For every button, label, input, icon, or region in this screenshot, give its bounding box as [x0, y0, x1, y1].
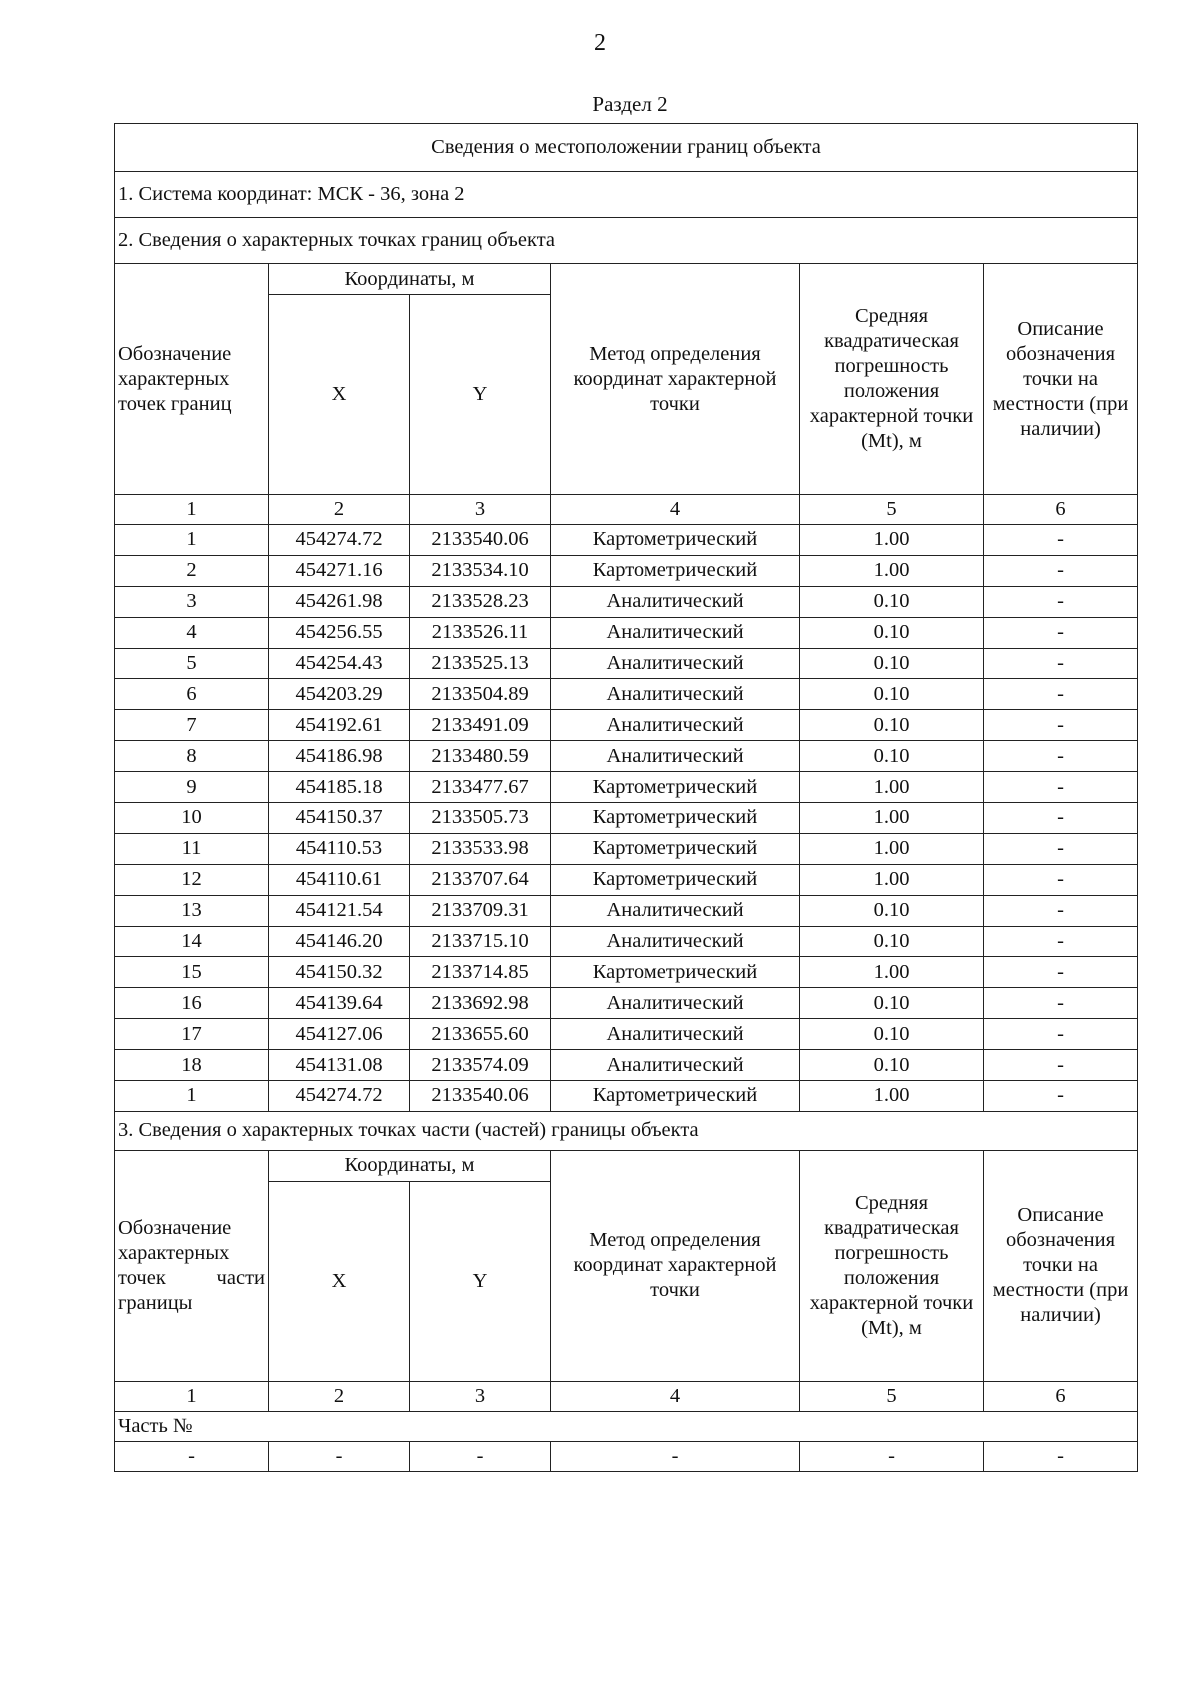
coord-x: 454274.72 — [269, 1081, 410, 1112]
description: - — [984, 679, 1138, 710]
description: - — [984, 988, 1138, 1019]
column-number: 4 — [551, 495, 800, 525]
part-cell: - — [984, 1441, 1138, 1471]
coord-y: 2133505.73 — [410, 803, 551, 834]
table-row — [115, 957, 1138, 988]
description: - — [984, 833, 1138, 864]
coord-y: 2133707.64 — [410, 864, 551, 895]
coord-x: 454185.18 — [269, 772, 410, 803]
header-x: X — [269, 295, 410, 495]
description: - — [984, 648, 1138, 679]
error-mt: 1.00 — [800, 957, 984, 988]
coord-x: 454110.53 — [269, 833, 410, 864]
error-mt: 0.10 — [800, 679, 984, 710]
method: Аналитический — [551, 741, 800, 772]
column-number: 1 — [115, 1381, 269, 1411]
method: Аналитический — [551, 926, 800, 957]
point-number: 3 — [115, 586, 269, 617]
error-mt: 1.00 — [800, 803, 984, 834]
method: Картометрический — [551, 772, 800, 803]
point-number: 11 — [115, 833, 269, 864]
method: Картометрический — [551, 525, 800, 556]
header-part-point-designation — [115, 1150, 269, 1381]
part-data-row — [115, 1441, 1138, 1471]
method: Аналитический — [551, 1019, 800, 1050]
error-mt: 1.00 — [800, 525, 984, 556]
coord-y: 2133528.23 — [410, 586, 551, 617]
coord-x: 454146.20 — [269, 926, 410, 957]
point-number: 15 — [115, 957, 269, 988]
coord-y: 2133480.59 — [410, 741, 551, 772]
part-label: Часть № — [115, 1411, 1138, 1441]
coord-x: 454127.06 — [269, 1019, 410, 1050]
table-row — [115, 1081, 1138, 1112]
point-number: 6 — [115, 679, 269, 710]
coord-x: 454271.16 — [269, 555, 410, 586]
method: Аналитический — [551, 988, 800, 1019]
method: Картометрический — [551, 1081, 800, 1112]
point-number: 12 — [115, 864, 269, 895]
part-cell: - — [800, 1441, 984, 1471]
table-row — [115, 864, 1138, 895]
table-row — [115, 648, 1138, 679]
description: - — [984, 926, 1138, 957]
coord-x: 454110.61 — [269, 864, 410, 895]
column-number: 4 — [551, 1381, 800, 1411]
column-number: 5 — [800, 495, 984, 525]
error-mt: 1.00 — [800, 555, 984, 586]
coord-y: 2133534.10 — [410, 555, 551, 586]
header-part-point-line: точек части — [118, 1266, 265, 1289]
description: - — [984, 710, 1138, 741]
coord-y: 2133540.06 — [410, 1081, 551, 1112]
section-title: Раздел 2 — [592, 92, 668, 116]
error-mt: 0.10 — [800, 710, 984, 741]
description: - — [984, 586, 1138, 617]
error-mt: 0.10 — [800, 1050, 984, 1081]
part-cell: - — [410, 1441, 551, 1471]
coord-x: 454121.54 — [269, 895, 410, 926]
method: Аналитический — [551, 710, 800, 741]
point-number: 7 — [115, 710, 269, 741]
header-error: Средняя квадратическая погрешность положения характерной точки (Mt), м — [800, 264, 984, 495]
coord-x: 454256.55 — [269, 617, 410, 648]
column-number: 1 — [115, 495, 269, 525]
description: - — [984, 1019, 1138, 1050]
coord-y: 2133525.13 — [410, 648, 551, 679]
column-number: 5 — [800, 1381, 984, 1411]
error-mt: 1.00 — [800, 864, 984, 895]
header-method: Метод определения координат характерной точки — [551, 264, 800, 495]
part-cell: - — [551, 1441, 800, 1471]
point-number: 16 — [115, 988, 269, 1019]
point-number: 18 — [115, 1050, 269, 1081]
coord-y: 2133709.31 — [410, 895, 551, 926]
column-number: 2 — [269, 495, 410, 525]
coord-y: 2133655.60 — [410, 1019, 551, 1050]
table-row — [115, 525, 1138, 556]
error-mt: 0.10 — [800, 926, 984, 957]
point-number: 1 — [115, 1081, 269, 1112]
coord-x: 454192.61 — [269, 710, 410, 741]
column-number: 6 — [984, 495, 1138, 525]
table-row — [115, 586, 1138, 617]
point-number: 5 — [115, 648, 269, 679]
method: Аналитический — [551, 895, 800, 926]
coord-y: 2133714.85 — [410, 957, 551, 988]
section1-title: 2. Сведения о характерных точках границ объекта — [115, 218, 1138, 264]
column-number-row — [115, 1381, 1138, 1411]
point-number: 10 — [115, 803, 269, 834]
method: Картометрический — [551, 833, 800, 864]
method: Аналитический — [551, 679, 800, 710]
table-row — [115, 741, 1138, 772]
method: Аналитический — [551, 617, 800, 648]
coordinate-system: 1. Система координат: МСК - 36, зона 2 — [115, 172, 1138, 218]
error-mt: 0.10 — [800, 741, 984, 772]
description: - — [984, 864, 1138, 895]
method: Аналитический — [551, 648, 800, 679]
header-part-point-line: Обозначение — [118, 1216, 232, 1239]
header-y: Y — [410, 1181, 551, 1381]
coord-x: 454203.29 — [269, 679, 410, 710]
coord-x: 454254.43 — [269, 648, 410, 679]
header-description: Описание обозначения точки на местности (при наличии) — [984, 264, 1138, 495]
description: - — [984, 1081, 1138, 1112]
coord-y: 2133504.89 — [410, 679, 551, 710]
header-method: Метод определения координат характерной точки — [551, 1150, 800, 1381]
error-mt: 1.00 — [800, 833, 984, 864]
coord-x: 454261.98 — [269, 586, 410, 617]
coord-x: 454186.98 — [269, 741, 410, 772]
table-row — [115, 679, 1138, 710]
coord-y: 2133540.06 — [410, 525, 551, 556]
description: - — [984, 741, 1138, 772]
table-row — [115, 833, 1138, 864]
table-row — [115, 926, 1138, 957]
points-body — [115, 525, 1138, 1112]
page-number: 2 — [594, 30, 606, 56]
part-cell: - — [115, 1441, 269, 1471]
error-mt: 0.10 — [800, 895, 984, 926]
error-mt: 0.10 — [800, 617, 984, 648]
point-number: 9 — [115, 772, 269, 803]
point-number: 14 — [115, 926, 269, 957]
column-number-row — [115, 495, 1138, 525]
point-number: 2 — [115, 555, 269, 586]
column-number: 6 — [984, 1381, 1138, 1411]
coord-y: 2133715.10 — [410, 926, 551, 957]
header-error: Средняя квадратическая погрешность положения характерной точки (Mt), м — [800, 1150, 984, 1381]
coord-y: 2133491.09 — [410, 710, 551, 741]
description: - — [984, 555, 1138, 586]
method: Картометрический — [551, 555, 800, 586]
column-number: 3 — [410, 1381, 551, 1411]
table-row — [115, 895, 1138, 926]
part-cell: - — [269, 1441, 410, 1471]
coord-y: 2133477.67 — [410, 772, 551, 803]
point-number: 13 — [115, 895, 269, 926]
boundary-table — [114, 123, 1138, 1472]
error-mt: 0.10 — [800, 1019, 984, 1050]
table-row — [115, 772, 1138, 803]
coord-x: 454150.32 — [269, 957, 410, 988]
header-point-designation: Обозначение характерных точек границ — [115, 264, 269, 495]
table-row — [115, 988, 1138, 1019]
column-number: 2 — [269, 1381, 410, 1411]
header-coordinates: Координаты, м — [269, 1150, 551, 1181]
method: Аналитический — [551, 1050, 800, 1081]
method: Картометрический — [551, 803, 800, 834]
header-y: Y — [410, 295, 551, 495]
table-row — [115, 803, 1138, 834]
error-mt: 0.10 — [800, 586, 984, 617]
point-number: 8 — [115, 741, 269, 772]
point-number: 4 — [115, 617, 269, 648]
table-row — [115, 555, 1138, 586]
header-part-point-line: характерных — [118, 1241, 230, 1264]
coord-y: 2133574.09 — [410, 1050, 551, 1081]
coord-x: 454274.72 — [269, 525, 410, 556]
error-mt: 0.10 — [800, 988, 984, 1019]
table-row — [115, 1050, 1138, 1081]
table-row — [115, 1019, 1138, 1050]
error-mt: 0.10 — [800, 648, 984, 679]
point-number: 1 — [115, 525, 269, 556]
table-row — [115, 617, 1138, 648]
column-number: 3 — [410, 495, 551, 525]
header-part-point-line: границы — [118, 1291, 193, 1314]
description: - — [984, 772, 1138, 803]
method: Аналитический — [551, 586, 800, 617]
description: - — [984, 617, 1138, 648]
error-mt: 1.00 — [800, 1081, 984, 1112]
error-mt: 1.00 — [800, 772, 984, 803]
method: Картометрический — [551, 957, 800, 988]
coord-y: 2133533.98 — [410, 833, 551, 864]
coord-x: 454139.64 — [269, 988, 410, 1019]
coord-y: 2133692.98 — [410, 988, 551, 1019]
description: - — [984, 525, 1138, 556]
description: - — [984, 895, 1138, 926]
header-description: Описание обозначения точки на местности (при наличии) — [984, 1150, 1138, 1381]
description: - — [984, 803, 1138, 834]
coord-y: 2133526.11 — [410, 617, 551, 648]
coord-x: 454131.08 — [269, 1050, 410, 1081]
header-x: X — [269, 1181, 410, 1381]
description: - — [984, 957, 1138, 988]
coord-x: 454150.37 — [269, 803, 410, 834]
section2-title: 3. Сведения о характерных точках части (частей) границы объекта — [115, 1111, 1138, 1150]
header-coordinates: Координаты, м — [269, 264, 551, 295]
method: Картометрический — [551, 864, 800, 895]
point-number: 17 — [115, 1019, 269, 1050]
table-title: Сведения о местоположении границ объекта — [115, 124, 1138, 172]
table-row — [115, 710, 1138, 741]
description: - — [984, 1050, 1138, 1081]
